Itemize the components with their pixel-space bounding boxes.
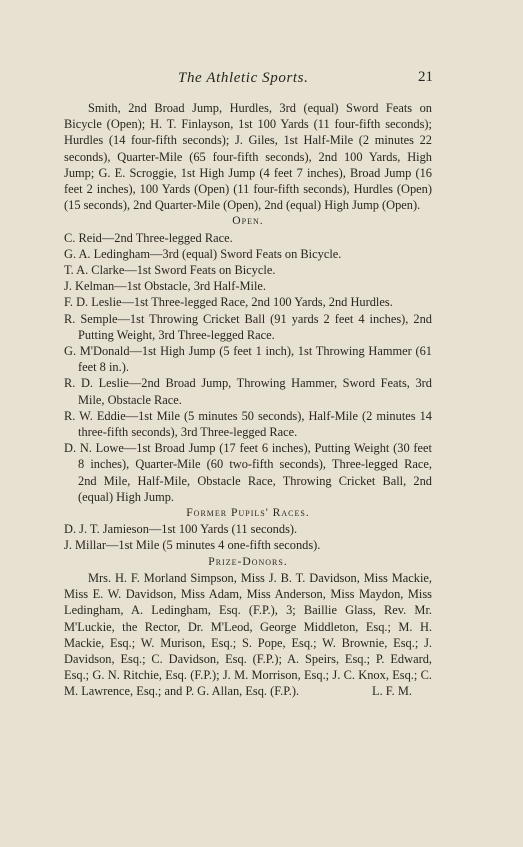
open-entry: T. A. Clarke—1st Sword Feats on Bicycle. [64,263,276,278]
open-heading: Open. [232,214,264,228]
open-entry: D. N. Lowe—1st Broad Jump (17 feet 6 inches), Putting Weight (30 feet 8 inches), Quarter-Mile (60 two-fifth seconds), Three-legged Race, 2nd Mile, Half-Mile, Obstacle Race, Throwing Cricket Ball, 2nd (equal) High Jump. [64,441,432,504]
running-title: The Athletic Sports. [178,70,309,86]
continued-results-paragraph: Smith, 2nd Broad Jump, Hurdles, 3rd (equal) Sword Feats on Bicycle (Open); H. T. Finlayson, 1st 100 Yards (11 four-fifth seconds); Hurdles (14 four-fifth seconds); J. Giles, 1st Half-Mile (2 minutes 22 seconds), Quarter-Mile (65 four-fifth seconds), 2nd 100 Yards, High Jump; G. E. Scroggie, 1st High Jump (4 feet 7 inches), Broad Jump (16 feet 2 inches), 100 Yards (Open) (11 four-fifth seconds), Hurdles (Open) (15 seconds), 2nd Quarter-Mile (Open), 2nd (equal) High Jump (Open). [64,101,432,213]
page-number: 21 [418,69,433,85]
open-entry: C. Reid—2nd Three-legged Race. [64,230,233,245]
prize-donors-paragraph [64,570,432,700]
open-entry: R. D. Leslie—2nd Broad Jump, Throwing Hammer, Sword Feats, 3rd Mile, Obstacle Race. [64,376,432,407]
former-pupils-entry: J. Millar—1st Mile (5 minutes 4 one-fifth seconds). [64,538,321,553]
open-entry: J. Kelman—1st Obstacle, 3rd Half-Mile. [64,279,266,294]
prize-donors-text: Mrs. H. F. Morland Simpson, Miss J. B. T. Davidson, Miss Mackie, Miss E. W. Davidson, Miss Adam, Miss Anderson, Miss Maydon, Miss Ledingham, A. Ledingham, Esq. (F.P.), 3; Baillie Glass, Rev. Mr. M'Luckie, the Rector, Dr. M'Leod, George Middleton, Esq.; M. H. Mackie, Esq.; W. Murison, Esq.; S. Pope, Esq.; W. Brownie, Esq.; J. Davidson, Esq.; C. Davidson, Esq. (F.P.); A. Speirs, Esq.; P. Edward, Esq.; G. N. Ritchie, Esq. (F.P.); J. M. Morrison, Esq.; J. C. Knox, Esq.; C. M. Lawrence, Esq.; and P. G. Allan, Esq. (F.P.). [64,570,432,699]
former-pupils-entry: D. J. T. Jamieson—1st 100 Yards (11 seconds). [64,522,298,537]
author-initials: L. F. M. [372,684,412,699]
open-entry: F. D. Leslie—1st Three-legged Race, 2nd 100 Yards, 2nd Hurdles. [64,295,393,310]
open-entry: R. W. Eddie—1st Mile (5 minutes 50 seconds), Half-Mile (2 minutes 14 three-fifth seconds), 3rd Three-legged Race. [64,408,432,440]
open-entry: R. Semple—1st Throwing Cricket Ball (91 yards 2 feet 4 inches), 2nd Putting Weight, 3rd Three-legged Race. [64,311,432,342]
page-body [64,100,432,700]
former-pupils-heading: Former Pupils' Races. [186,506,310,520]
page-header [0,70,523,90]
open-entry: G. A. Ledingham—3rd (equal) Sword Feats on Bicycle. [64,246,342,261]
prize-donors-heading: Prize-Donors. [208,554,288,568]
open-entry: G. M'Donald—1st High Jump (5 feet 1 inch), 1st Throwing Hammer (61 feet 8 in.). [64,344,432,375]
